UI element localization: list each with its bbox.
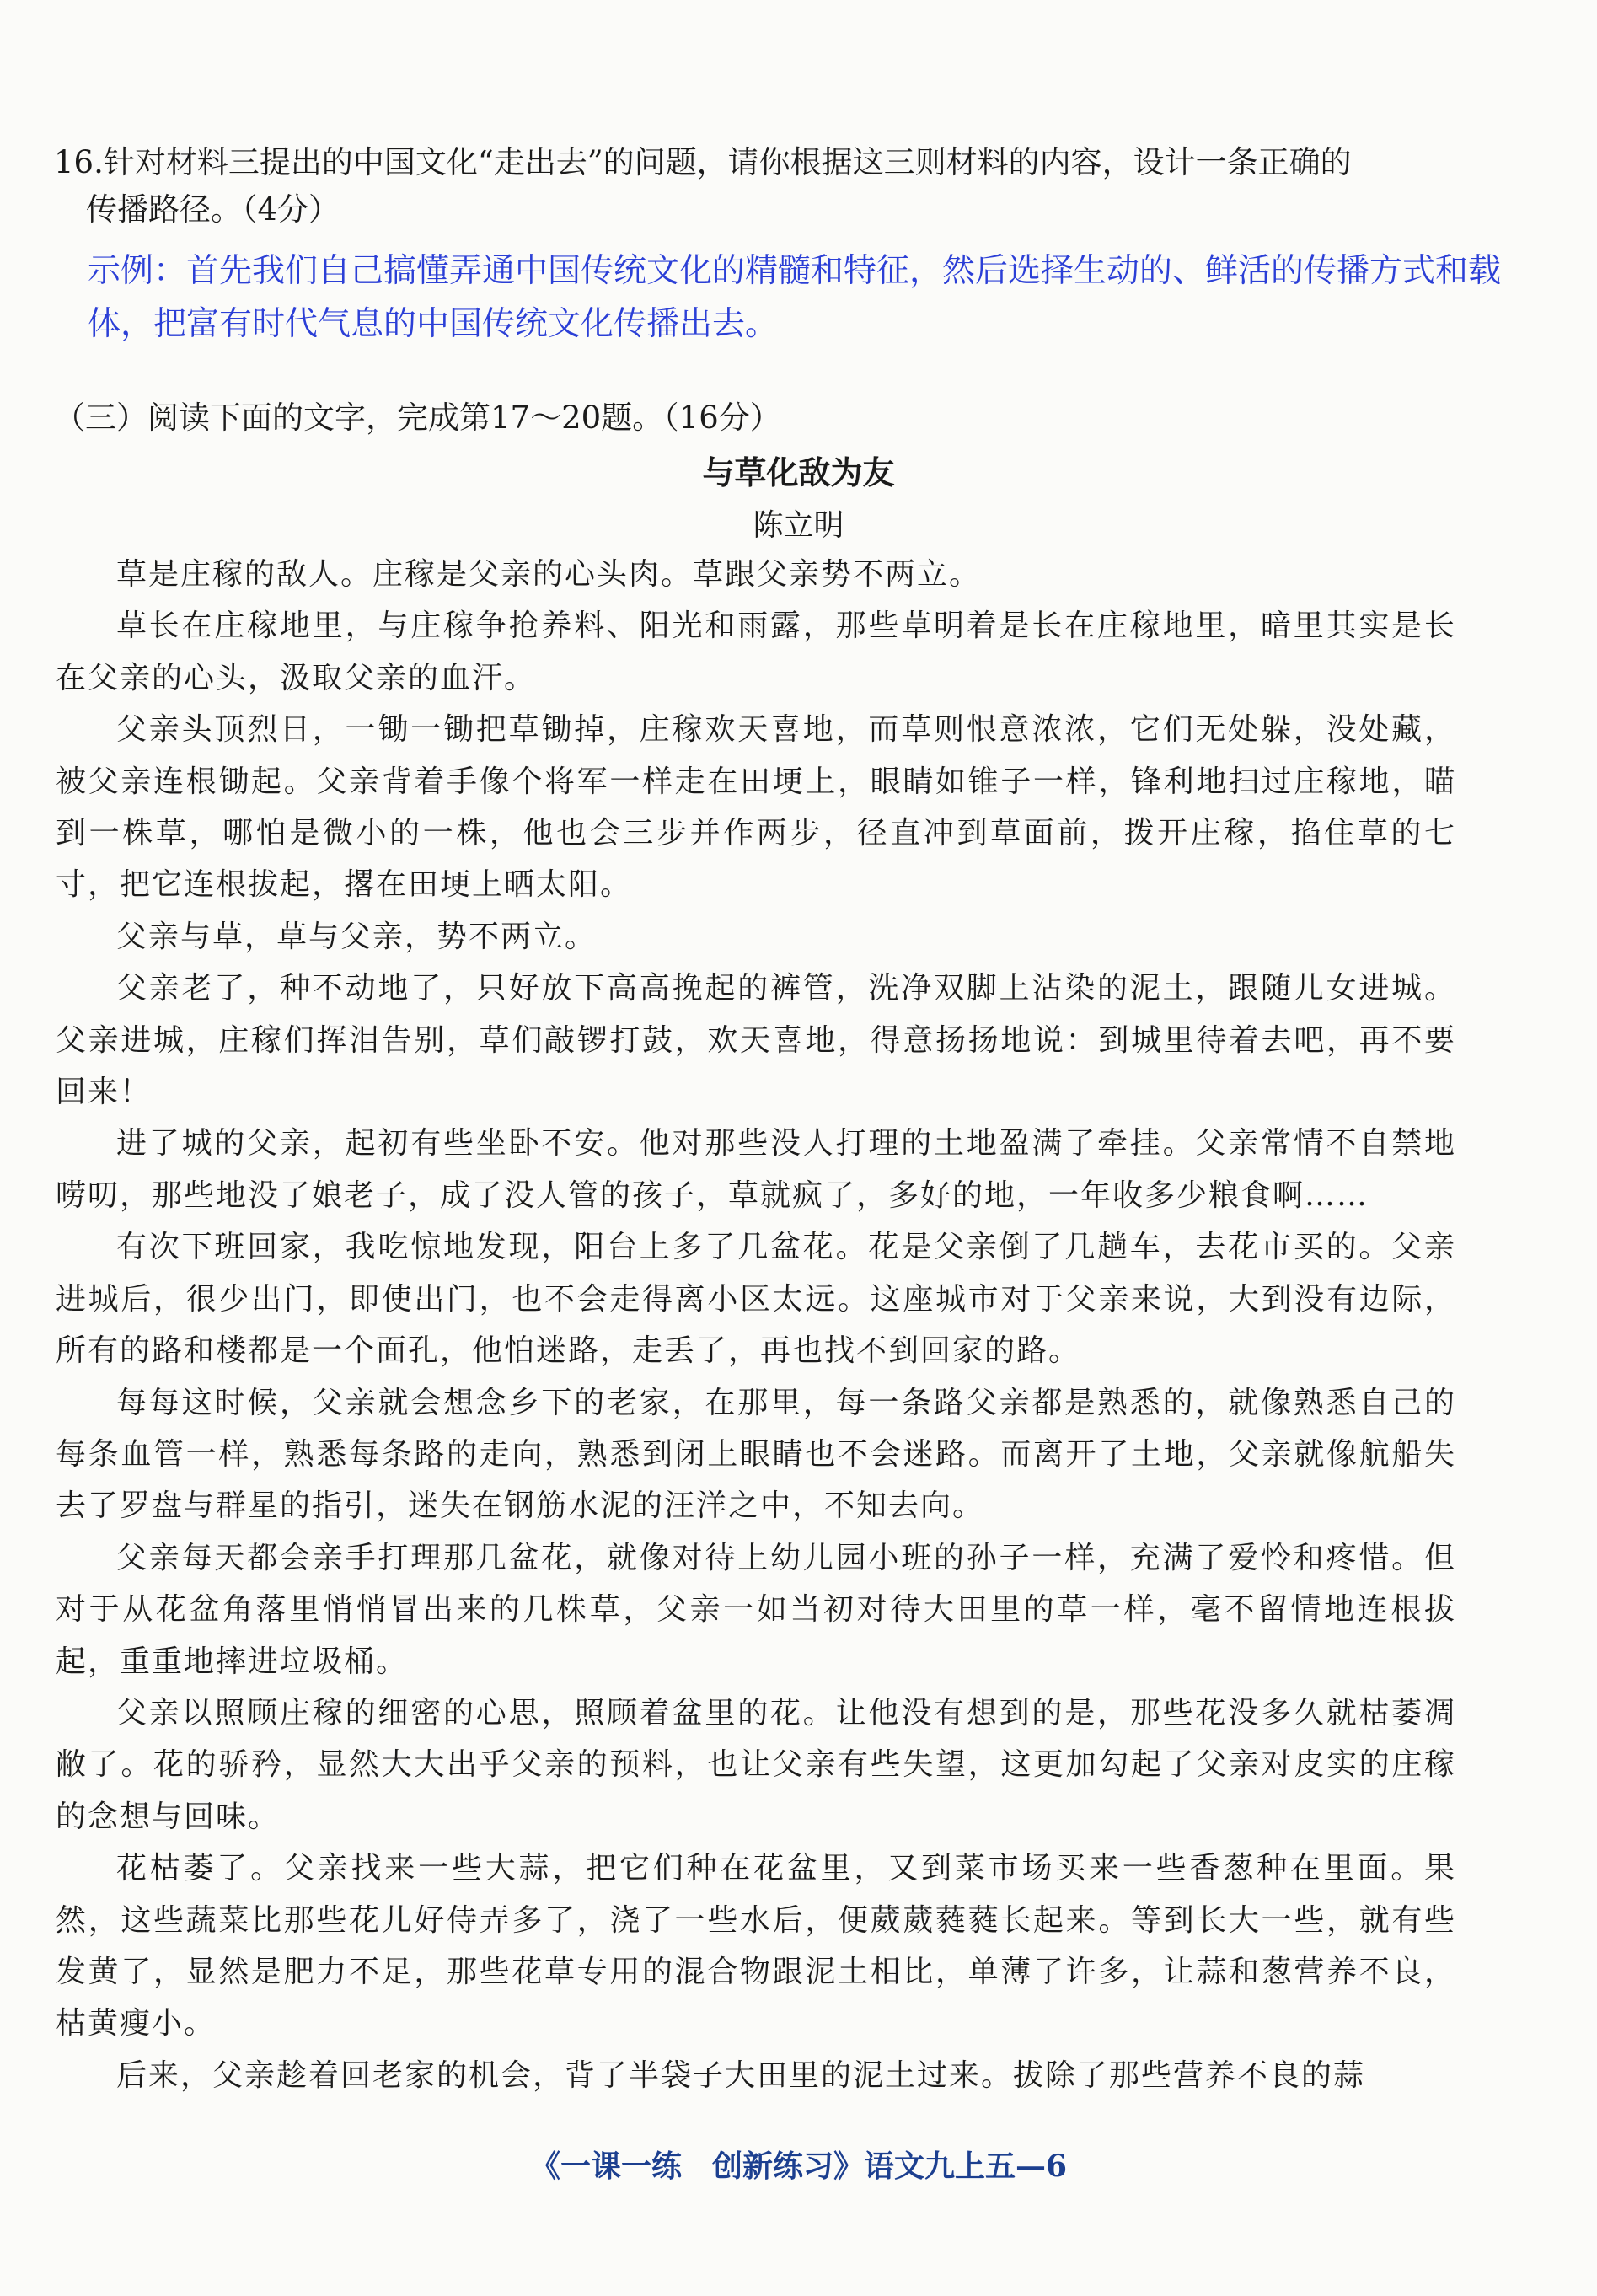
page-footer: 《一课一练 创新练习》语文九上五—6	[529, 2148, 1068, 2184]
question-16-answer: 示例：首先我们自己搞懂弄通中国传统文化的精髓和特征，然后选择生动的、鲜活的传播方式和载体，把富有时代气息的中国传统文化传播出去。	[88, 252, 1502, 343]
paragraph-11: 花枯萎了。父亲找来一些大蒜，把它们种在花盆里，又到菜市场买来一些香葱种在里面。果然，这些蔬菜比那些花儿好侍弄多了，浇了一些水后，便葳葳蕤蕤长起来。等到长大一些，就有些发黄了，显然是肥力不足，那些花草专用的混合物跟泥土相比，单薄了许多，让蒜和葱营养不良，枯黄瘦小。	[56, 1851, 1456, 2041]
article-body	[56, 549, 1456, 2101]
article-title: 与草化敌为友	[702, 453, 895, 491]
paragraph-10: 父亲以照顾庄稼的细密的心思，照顾着盆里的花。让他没有想到的是，那些花没多久就枯萎凋敝了。花的骄矜，显然大大出乎父亲的预料，也让父亲有些失望，这更加勾起了父亲对皮实的庄稼的念想与回味。	[56, 1695, 1456, 1834]
paragraph-12: 后来，父亲趁着回老家的机会，背了半袋子大田里的泥土过来。拔除了那些营养不良的蒜	[116, 2057, 1366, 2093]
paragraph-9: 父亲每天都会亲手打理那几盆花，就像对待上幼儿园小班的孙子一样，充满了爱怜和疼惜。但对于从花盆角落里悄悄冒出来的几株草，父亲一如当初对待大田里的草一样，毫不留情地连根拔起，重重地摔进垃圾桶。	[56, 1540, 1456, 1679]
question-16-line-2: 传播路径。（4分）	[86, 191, 340, 228]
paragraph-6: 进了城的父亲，起初有些坐卧不安。他对那些没人打理的土地盈满了牵挂。父亲常情不自禁地唠叨，那些地没了娘老子，成了没人管的孩子，草就疯了，多好的地，一年收多少粮食啊……	[56, 1126, 1456, 1213]
section-intro: （三）阅读下面的文字，完成第17～20题。（16分）	[54, 400, 781, 436]
paragraph-7: 有次下班回家，我吃惊地发现，阳台上多了几盆花。花是父亲倒了几趟车，去花市买的。父亲进城后，很少出门，即使出门，也不会走得离小区太远。这座城市对于父亲来说，大到没有边际，所有的路和楼都是一个面孔，他怕迷路，走丢了，再也找不到回家的路。	[56, 1230, 1456, 1369]
paragraph-5: 父亲老了，种不动地了，只好放下高高挽起的裤管，洗净双脚上沾染的泥土，跟随儿女进城。父亲进城，庄稼们挥泪告别，草们敲锣打鼓，欢天喜地，得意扬扬地说：到城里待着去吧，再不要回来！	[56, 971, 1456, 1110]
paragraph-4: 父亲与草，草与父亲，势不两立。	[116, 919, 598, 954]
paragraph-8: 每每这时候，父亲就会想念乡下的老家，在那里，每一条路父亲都是熟悉的，就像熟悉自己的每条血管一样，熟悉每条路的走向，熟悉到闭上眼睛也不会迷路。而离开了土地，父亲就像航船失去了罗盘与群星的指引，迷失在钢筋水泥的汪洋之中，不知去向。	[56, 1385, 1456, 1524]
paragraph-3: 父亲头顶烈日，一锄一锄把草锄掉，庄稼欢天喜地，而草则恨意浓浓，它们无处躲，没处藏，被父亲连根锄起。父亲背着手像个将军一样走在田埂上，眼睛如锥子一样，锋利地扫过庄稼地，瞄到一株草，哪怕是微小的一株，他也会三步并作两步，径直冲到草面前，拨开庄稼，掐住草的七寸，把它连根拔起，撂在田埂上晒太阳。	[56, 712, 1456, 903]
question-16	[54, 139, 1487, 233]
article-author: 陈立明	[753, 508, 844, 543]
question-16-line-1: 16.针对材料三提出的中国文化“走出去”的问题，请你根据这三则材料的内容，设计一条正确的	[54, 144, 1352, 180]
paragraph-2: 草长在庄稼地里，与庄稼争抢养料、阳光和雨露，那些草明着是长在庄稼地里，暗里其实是长在父亲的心头，汲取父亲的血汗。	[56, 609, 1456, 695]
paragraph-1: 草是庄稼的敌人。庄稼是父亲的心头肉。草跟父亲势不两立。	[116, 557, 982, 592]
